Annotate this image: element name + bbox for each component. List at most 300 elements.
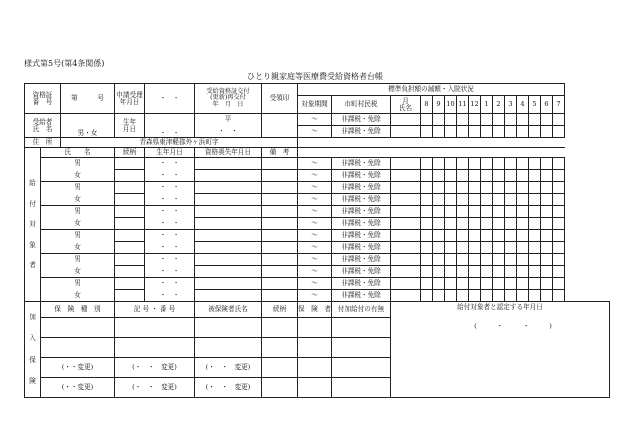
month-cell <box>481 290 493 302</box>
month-cell <box>541 290 553 302</box>
dep-remarks-cell[interactable] <box>262 182 298 194</box>
dep-remarks-cell[interactable] <box>262 170 298 182</box>
month-cell <box>445 254 457 266</box>
month-cell <box>493 170 505 182</box>
month-cell <box>553 194 565 206</box>
note-value[interactable]: ( ・ ・ ) <box>474 321 552 330</box>
dep-remarks-cell[interactable] <box>262 278 298 290</box>
month-cell <box>457 114 469 126</box>
month-cell <box>517 170 529 182</box>
ins-symbol-header: 記 号 ・ 番 号 <box>115 302 195 318</box>
seal-cell[interactable] <box>262 114 298 138</box>
dep-dob-cell[interactable]: ・ ・ <box>145 218 195 230</box>
dep-name-cell[interactable]: 男 <box>41 230 115 242</box>
ins-type-cell[interactable] <box>41 318 115 338</box>
application-date-field[interactable]: ・ ・ <box>145 84 195 114</box>
ins-insurer-cell[interactable] <box>298 378 332 398</box>
month-cell <box>421 242 433 254</box>
ins-relation-cell[interactable] <box>262 338 298 358</box>
month-cell <box>481 206 493 218</box>
certification-note <box>391 302 610 398</box>
name-cell <box>391 278 421 290</box>
month-cell <box>433 206 445 218</box>
name-cell <box>391 254 421 266</box>
dep-dob-cell[interactable]: ・ ・ <box>145 278 195 290</box>
ins-insured-header: 被保険者氏名 <box>195 302 262 318</box>
ins-benefit-cell[interactable] <box>332 358 391 378</box>
dep-relation-cell[interactable] <box>115 182 145 194</box>
page-title: ひとり親家庭等医療費受給資格者台帳 <box>247 72 383 81</box>
period-cell: ～ <box>298 230 332 242</box>
address-label: 住 所 <box>25 138 61 148</box>
month-cell <box>541 230 553 242</box>
month-cell <box>529 266 541 278</box>
dep-loss-cell[interactable] <box>195 206 262 218</box>
month-header: 11 <box>457 96 469 114</box>
month-cell <box>493 182 505 194</box>
dep-dob-cell[interactable]: ・ ・ <box>145 242 195 254</box>
month-cell <box>493 254 505 266</box>
month-cell <box>481 218 493 230</box>
dep-relation-cell[interactable] <box>115 266 145 278</box>
dep-name-cell[interactable]: 男 <box>41 254 115 266</box>
dep-name-cell[interactable]: 男 <box>41 278 115 290</box>
dep-name-cell[interactable]: 男 <box>41 206 115 218</box>
dep-remarks-cell[interactable] <box>262 290 298 302</box>
ins-insured-cell[interactable] <box>195 318 262 338</box>
name-cell <box>391 194 421 206</box>
month-cell <box>469 206 481 218</box>
month-cell <box>481 158 493 170</box>
cert-number-field[interactable]: 第 号 <box>61 84 115 114</box>
register-table <box>24 83 610 398</box>
month-cell <box>553 266 565 278</box>
tax-cell: 非課税・免除 <box>332 194 391 206</box>
dep-remarks-cell[interactable] <box>262 194 298 206</box>
month-cell <box>445 278 457 290</box>
tax-cell: 非課税・免除 <box>332 278 391 290</box>
dep-loss-cell[interactable] <box>195 182 262 194</box>
address-blank <box>298 138 565 148</box>
cert-no-label: 資格証 番 号 <box>25 84 61 114</box>
form-number: 様式第5号(第4条関係) <box>24 59 105 68</box>
month-cell <box>421 194 433 206</box>
ins-symbol-cell[interactable] <box>115 338 195 358</box>
month-cell <box>505 114 517 126</box>
month-cell <box>505 182 517 194</box>
dep-remarks-cell[interactable] <box>262 242 298 254</box>
month-cell <box>481 230 493 242</box>
month-cell <box>505 218 517 230</box>
name-cell <box>391 266 421 278</box>
dep-remarks-cell[interactable] <box>262 218 298 230</box>
month-cell <box>433 182 445 194</box>
application-date-label: 申請受理 年月日 <box>115 84 145 114</box>
month-cell <box>529 182 541 194</box>
dep-relation-cell[interactable] <box>115 158 145 170</box>
seal-label: 受領印 <box>262 84 298 114</box>
month-cell <box>469 158 481 170</box>
dep-loss-cell[interactable] <box>195 230 262 242</box>
month-cell <box>517 206 529 218</box>
dep-dob-cell[interactable]: ・ ・ <box>145 158 195 170</box>
dep-name-cell[interactable]: 男 <box>41 182 115 194</box>
ins-type-cell[interactable] <box>41 338 115 358</box>
dep-name-cell[interactable]: 女 <box>41 194 115 206</box>
period-cell: ～ <box>298 242 332 254</box>
dep-remarks-cell[interactable] <box>262 230 298 242</box>
dep-relation-cell[interactable] <box>115 230 145 242</box>
period-cell: ～ <box>298 278 332 290</box>
tax-cell: 非課税・免除 <box>332 126 391 138</box>
ins-symbol-cell[interactable]: (・ ・ 変更) <box>115 378 195 398</box>
dep-name-cell[interactable]: 女 <box>41 242 115 254</box>
dep-loss-cell[interactable] <box>195 194 262 206</box>
month-cell <box>469 230 481 242</box>
month-header: 3 <box>505 96 517 114</box>
month-cell <box>445 158 457 170</box>
month-cell <box>517 194 529 206</box>
dep-dob-cell[interactable]: ・ ・ <box>145 266 195 278</box>
month-cell <box>505 126 517 138</box>
month-cell <box>457 126 469 138</box>
month-cell <box>469 218 481 230</box>
month-cell <box>433 170 445 182</box>
month-cell <box>469 290 481 302</box>
month-cell <box>481 126 493 138</box>
month-cell <box>445 266 457 278</box>
month-cell <box>421 206 433 218</box>
month-cell <box>505 158 517 170</box>
month-cell <box>493 266 505 278</box>
month-cell <box>541 218 553 230</box>
name-cell <box>391 158 421 170</box>
month-cell <box>517 182 529 194</box>
birth-date-field[interactable]: ・ ・ <box>145 114 195 138</box>
dep-remarks-cell[interactable] <box>262 206 298 218</box>
name-cell <box>391 290 421 302</box>
month-cell <box>421 230 433 242</box>
month-header: 7 <box>553 96 565 114</box>
month-header: 6 <box>541 96 553 114</box>
month-header: 9 <box>433 96 445 114</box>
month-cell <box>493 206 505 218</box>
ins-type-header: 保 険 種 別 <box>41 302 115 318</box>
dep-loss-cell[interactable] <box>195 290 262 302</box>
month-cell <box>517 242 529 254</box>
dep-dob-cell[interactable]: ・ ・ <box>145 170 195 182</box>
month-cell <box>421 254 433 266</box>
ins-benefit-cell[interactable] <box>332 318 391 338</box>
tax-cell: 非課税・免除 <box>332 230 391 242</box>
month-cell <box>481 254 493 266</box>
month-cell <box>433 266 445 278</box>
month-cell <box>505 206 517 218</box>
dep-loss-cell[interactable] <box>195 242 262 254</box>
month-cell <box>553 230 565 242</box>
dep-relation-cell[interactable] <box>115 242 145 254</box>
month-cell <box>553 126 565 138</box>
dep-relation-cell[interactable] <box>115 218 145 230</box>
dep-remarks-cell[interactable] <box>262 254 298 266</box>
month-cell <box>469 170 481 182</box>
ins-type-cell[interactable]: (・・変更) <box>41 358 115 378</box>
period-cell: ～ <box>298 218 332 230</box>
dep-loss-cell[interactable] <box>195 254 262 266</box>
ins-relation-cell[interactable] <box>262 378 298 398</box>
month-cell <box>481 278 493 290</box>
dep-name-cell[interactable]: 男 <box>41 158 115 170</box>
month-cell <box>457 218 469 230</box>
month-cell <box>529 230 541 242</box>
tax-cell: 非課税・免除 <box>332 114 391 126</box>
dep-dob-cell[interactable]: ・ ・ <box>145 194 195 206</box>
ins-insured-cell[interactable] <box>195 338 262 358</box>
month-header: 1 <box>481 96 493 114</box>
month-cell <box>445 114 457 126</box>
month-cell <box>493 114 505 126</box>
month-cell <box>445 242 457 254</box>
dep-dob-cell[interactable]: ・ ・ <box>145 254 195 266</box>
ins-insured-cell[interactable]: (・ ・ 変更) <box>195 358 262 378</box>
month-cell <box>541 242 553 254</box>
ins-type-cell[interactable]: (・・変更) <box>41 378 115 398</box>
month-cell <box>421 170 433 182</box>
dep-dob-cell[interactable]: ・ ・ <box>145 182 195 194</box>
month-cell <box>421 114 433 126</box>
dep-loss-cell[interactable] <box>195 278 262 290</box>
month-cell <box>541 278 553 290</box>
month-cell <box>481 114 493 126</box>
dep-relation-cell[interactable] <box>115 194 145 206</box>
ins-insurer-cell[interactable] <box>298 358 332 378</box>
month-cell <box>529 194 541 206</box>
month-cell <box>517 254 529 266</box>
month-cell <box>445 218 457 230</box>
month-cell <box>553 206 565 218</box>
month-cell <box>529 278 541 290</box>
month-cell <box>529 218 541 230</box>
ins-benefit-header: 付加給付の有無 <box>332 302 391 318</box>
dep-name-cell[interactable]: 女 <box>41 170 115 182</box>
month-cell <box>529 114 541 126</box>
month-cell <box>493 290 505 302</box>
month-cell <box>505 278 517 290</box>
issue-date-label: 受給資格証交付 (更新)再交付 年 月 日 <box>195 84 262 114</box>
month-cell <box>457 182 469 194</box>
ins-benefit-cell[interactable] <box>332 378 391 398</box>
period-cell: ～ <box>298 254 332 266</box>
month-cell <box>493 194 505 206</box>
ins-relation-cell[interactable] <box>262 358 298 378</box>
address-value: 青森県東津軽郡外ヶ浜町字 <box>61 138 298 148</box>
name-cell <box>391 126 421 138</box>
tax-cell: 非課税・免除 <box>332 218 391 230</box>
month-cell <box>505 290 517 302</box>
month-cell <box>457 242 469 254</box>
dep-loss-cell[interactable] <box>195 170 262 182</box>
ins-relation-cell[interactable] <box>262 318 298 338</box>
month-cell <box>469 194 481 206</box>
dep-name-cell[interactable]: 女 <box>41 266 115 278</box>
name-cell <box>391 242 421 254</box>
month-cell <box>457 158 469 170</box>
month-cell <box>421 278 433 290</box>
month-cell <box>457 278 469 290</box>
month-cell <box>541 126 553 138</box>
dep-loss-cell[interactable] <box>195 266 262 278</box>
month-cell <box>433 254 445 266</box>
month-cell <box>517 158 529 170</box>
period-cell: ～ <box>298 114 332 126</box>
month-cell <box>493 230 505 242</box>
dep-dob-header: 生年月日 <box>145 148 195 158</box>
name-cell <box>391 206 421 218</box>
month-cell <box>481 266 493 278</box>
dep-remarks-cell[interactable] <box>262 266 298 278</box>
month-cell <box>505 266 517 278</box>
dep-dob-cell[interactable]: ・ ・ <box>145 206 195 218</box>
reissue-date-field[interactable]: ・ ・ <box>195 126 262 138</box>
month-cell <box>421 126 433 138</box>
recipient-sex: 男・女 <box>61 114 115 138</box>
month-name-label: 月 氏名 <box>391 96 421 114</box>
month-cell <box>445 126 457 138</box>
month-cell <box>481 170 493 182</box>
month-cell <box>457 206 469 218</box>
month-cell <box>553 254 565 266</box>
month-cell <box>421 218 433 230</box>
recipient-label: 受給者 氏 名 <box>25 114 61 138</box>
month-cell <box>445 170 457 182</box>
month-cell <box>541 194 553 206</box>
month-cell <box>469 126 481 138</box>
dep-dob-cell[interactable]: ・ ・ <box>145 290 195 302</box>
month-cell <box>553 182 565 194</box>
ins-insured-cell[interactable]: (・ ・ 変更) <box>195 378 262 398</box>
dep-loss-header: 資格喪失年月日 <box>195 148 262 158</box>
dep-loss-cell[interactable] <box>195 158 262 170</box>
month-cell <box>421 182 433 194</box>
month-cell <box>493 242 505 254</box>
tax-cell: 非課税・免除 <box>332 170 391 182</box>
month-cell <box>421 290 433 302</box>
month-cell <box>529 242 541 254</box>
name-cell <box>391 182 421 194</box>
month-cell <box>469 242 481 254</box>
dep-name-cell[interactable]: 女 <box>41 290 115 302</box>
dep-name-cell[interactable]: 女 <box>41 218 115 230</box>
month-cell <box>433 194 445 206</box>
month-cell <box>541 114 553 126</box>
month-header: 2 <box>493 96 505 114</box>
month-cell <box>517 230 529 242</box>
dep-dob-cell[interactable]: ・ ・ <box>145 230 195 242</box>
month-cell <box>529 290 541 302</box>
month-cell <box>433 278 445 290</box>
note-label: 給付対象者と認定する年月日 <box>457 303 543 311</box>
month-cell <box>457 170 469 182</box>
month-cell <box>421 158 433 170</box>
tax-cell: 非課税・免除 <box>332 206 391 218</box>
month-cell <box>469 266 481 278</box>
period-cell: ～ <box>298 194 332 206</box>
dep-relation-header: 続柄 <box>115 148 145 158</box>
month-cell <box>445 230 457 242</box>
tax-cell: 非課税・免除 <box>332 254 391 266</box>
ins-insurer-cell[interactable] <box>298 318 332 338</box>
month-cell <box>421 266 433 278</box>
month-cell <box>541 158 553 170</box>
ins-benefit-cell[interactable] <box>332 338 391 358</box>
period-cell: ～ <box>298 158 332 170</box>
month-cell <box>529 126 541 138</box>
month-cell <box>541 266 553 278</box>
dep-relation-cell[interactable] <box>115 290 145 302</box>
month-cell <box>469 278 481 290</box>
name-cell <box>391 170 421 182</box>
month-cell <box>433 230 445 242</box>
month-cell <box>457 230 469 242</box>
tax-cell: 非課税・免除 <box>332 158 391 170</box>
month-cell <box>445 290 457 302</box>
month-cell <box>457 290 469 302</box>
month-cell <box>553 242 565 254</box>
month-cell <box>541 254 553 266</box>
ins-insurer-header: 保 険 者 <box>298 302 332 318</box>
dep-relation-cell[interactable] <box>115 206 145 218</box>
period-cell: ～ <box>298 126 332 138</box>
dep-loss-cell[interactable] <box>195 218 262 230</box>
month-cell <box>457 254 469 266</box>
month-cell <box>517 266 529 278</box>
month-cell <box>493 218 505 230</box>
month-header: 12 <box>469 96 481 114</box>
dep-remarks-header: 備 考 <box>262 148 298 158</box>
month-cell <box>433 218 445 230</box>
dep-relation-cell[interactable] <box>115 278 145 290</box>
month-cell <box>469 254 481 266</box>
ins-insurer-cell[interactable] <box>298 338 332 358</box>
month-cell <box>553 290 565 302</box>
month-cell <box>481 194 493 206</box>
municipal-tax-label: 市町村民税 <box>332 96 391 114</box>
month-cell <box>517 218 529 230</box>
tax-cell: 非課税・免除 <box>332 242 391 254</box>
period-cell: ～ <box>298 290 332 302</box>
month-cell <box>553 158 565 170</box>
ins-symbol-cell[interactable]: (・ ・ 変更) <box>115 358 195 378</box>
dep-relation-cell[interactable] <box>115 170 145 182</box>
month-header: 8 <box>421 96 433 114</box>
dep-name-header: 氏 名 <box>41 148 115 158</box>
ins-symbol-cell[interactable] <box>115 318 195 338</box>
month-cell <box>457 266 469 278</box>
month-cell <box>529 158 541 170</box>
name-cell <box>391 114 421 126</box>
dep-relation-cell[interactable] <box>115 254 145 266</box>
month-cell <box>553 170 565 182</box>
month-cell <box>517 290 529 302</box>
month-cell <box>505 170 517 182</box>
dep-remarks-cell[interactable] <box>262 158 298 170</box>
month-cell <box>553 114 565 126</box>
month-cell <box>505 242 517 254</box>
month-cell <box>541 170 553 182</box>
insurance-side-label: 加 入 保 険 <box>25 302 41 398</box>
month-cell <box>517 126 529 138</box>
month-cell <box>433 290 445 302</box>
